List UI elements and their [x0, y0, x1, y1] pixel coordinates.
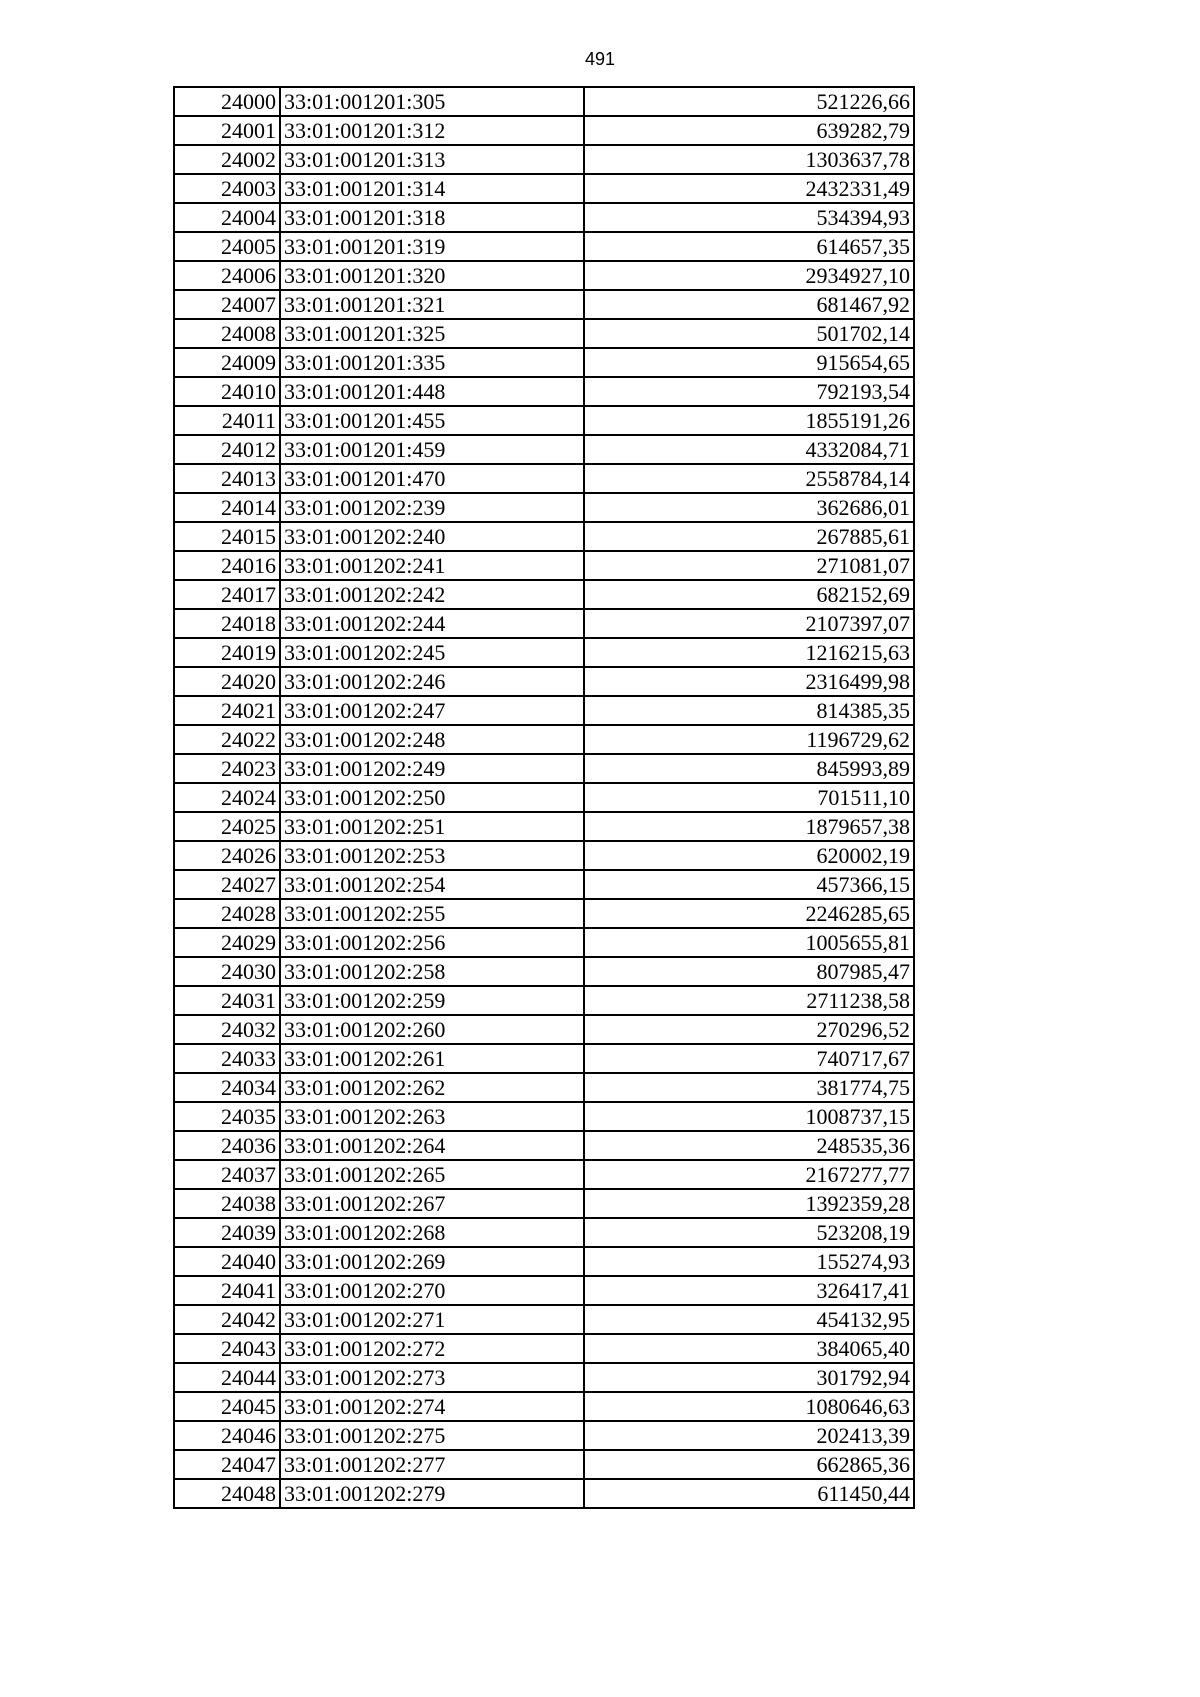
row-number-cell: 24048 [174, 1479, 280, 1508]
cadastral-value-cell: 457366,15 [584, 870, 914, 899]
row-number-cell: 24013 [174, 464, 280, 493]
row-number-cell: 24022 [174, 725, 280, 754]
cadastral-number-cell: 33:01:001202:260 [280, 1015, 584, 1044]
cadastral-value-cell: 1008737,15 [584, 1102, 914, 1131]
cadastral-number-cell: 33:01:001202:241 [280, 551, 584, 580]
cadastral-number-cell: 33:01:001202:268 [280, 1218, 584, 1247]
cadastral-number-cell: 33:01:001201:448 [280, 377, 584, 406]
row-number-cell: 24030 [174, 957, 280, 986]
row-number-cell: 24009 [174, 348, 280, 377]
row-number-cell: 24011 [174, 406, 280, 435]
table-row [174, 87, 914, 116]
table-row [174, 145, 914, 174]
row-number-cell: 24005 [174, 232, 280, 261]
row-number-cell: 24035 [174, 1102, 280, 1131]
cadastral-value-cell: 381774,75 [584, 1073, 914, 1102]
cadastral-number-cell: 33:01:001201:470 [280, 464, 584, 493]
table-row [174, 812, 914, 841]
cadastral-value-cell: 1216215,63 [584, 638, 914, 667]
cadastral-value-cell: 301792,94 [584, 1363, 914, 1392]
cadastral-number-cell: 33:01:001202:251 [280, 812, 584, 841]
table-row [174, 493, 914, 522]
cadastral-value-cell: 523208,19 [584, 1218, 914, 1247]
table-row [174, 841, 914, 870]
table-row [174, 1102, 914, 1131]
row-number-cell: 24015 [174, 522, 280, 551]
cadastral-value-cell: 1080646,63 [584, 1392, 914, 1421]
row-number-cell: 24032 [174, 1015, 280, 1044]
row-number-cell: 24033 [174, 1044, 280, 1073]
cadastral-value-cell: 271081,07 [584, 551, 914, 580]
cadastral-value-cell: 362686,01 [584, 493, 914, 522]
table-row [174, 667, 914, 696]
table-row [174, 1305, 914, 1334]
cadastral-number-cell: 33:01:001201:319 [280, 232, 584, 261]
row-number-cell: 24029 [174, 928, 280, 957]
cadastral-number-cell: 33:01:001202:259 [280, 986, 584, 1015]
table-row [174, 1247, 914, 1276]
row-number-cell: 24031 [174, 986, 280, 1015]
row-number-cell: 24021 [174, 696, 280, 725]
cadastral-value-cell: 2107397,07 [584, 609, 914, 638]
table-row [174, 1073, 914, 1102]
cadastral-value-cell: 2246285,65 [584, 899, 914, 928]
cadastral-number-cell: 33:01:001202:247 [280, 696, 584, 725]
row-number-cell: 24034 [174, 1073, 280, 1102]
table-row [174, 1276, 914, 1305]
cadastral-number-cell: 33:01:001202:279 [280, 1479, 584, 1508]
table-row [174, 609, 914, 638]
cadastral-value-cell: 384065,40 [584, 1334, 914, 1363]
table-row [174, 696, 914, 725]
row-number-cell: 24020 [174, 667, 280, 696]
table-row [174, 928, 914, 957]
cadastral-number-cell: 33:01:001202:274 [280, 1392, 584, 1421]
cadastral-value-cell: 792193,54 [584, 377, 914, 406]
cadastral-number-cell: 33:01:001202:253 [280, 841, 584, 870]
cadastral-value-cell: 1005655,81 [584, 928, 914, 957]
cadastral-number-cell: 33:01:001202:255 [280, 899, 584, 928]
table-row [174, 754, 914, 783]
row-number-cell: 24008 [174, 319, 280, 348]
row-number-cell: 24001 [174, 116, 280, 145]
cadastral-number-cell: 33:01:001202:261 [280, 1044, 584, 1073]
row-number-cell: 24037 [174, 1160, 280, 1189]
cadastral-number-cell: 33:01:001201:320 [280, 261, 584, 290]
row-number-cell: 24012 [174, 435, 280, 464]
cadastral-number-cell: 33:01:001202:254 [280, 870, 584, 899]
table-row [174, 319, 914, 348]
table-row [174, 464, 914, 493]
cadastral-number-cell: 33:01:001201:313 [280, 145, 584, 174]
cadastral-number-cell: 33:01:001202:265 [280, 1160, 584, 1189]
table-body [174, 87, 914, 1508]
cadastral-value-cell: 4332084,71 [584, 435, 914, 464]
row-number-cell: 24018 [174, 609, 280, 638]
cadastral-value-cell: 2558784,14 [584, 464, 914, 493]
table-row [174, 1334, 914, 1363]
cadastral-value-cell: 814385,35 [584, 696, 914, 725]
cadastral-value-cell: 501702,14 [584, 319, 914, 348]
cadastral-number-cell: 33:01:001201:459 [280, 435, 584, 464]
cadastral-number-cell: 33:01:001202:263 [280, 1102, 584, 1131]
table-row [174, 870, 914, 899]
row-number-cell: 24027 [174, 870, 280, 899]
row-number-cell: 24045 [174, 1392, 280, 1421]
cadastral-number-cell: 33:01:001201:335 [280, 348, 584, 377]
page-number: 491 [584, 49, 616, 69]
cadastral-value-cell: 248535,36 [584, 1131, 914, 1160]
row-number-cell: 24025 [174, 812, 280, 841]
cadastral-value-cell: 682152,69 [584, 580, 914, 609]
cadastral-value-cell: 267885,61 [584, 522, 914, 551]
table-row [174, 638, 914, 667]
cadastral-value-cell: 611450,44 [584, 1479, 914, 1508]
table-row [174, 1015, 914, 1044]
table-row [174, 522, 914, 551]
cadastral-number-cell: 33:01:001202:258 [280, 957, 584, 986]
cadastral-number-cell: 33:01:001202:271 [280, 1305, 584, 1334]
cadastral-number-cell: 33:01:001202:246 [280, 667, 584, 696]
cadastral-number-cell: 33:01:001202:277 [280, 1450, 584, 1479]
cadastral-value-cell: 2711238,58 [584, 986, 914, 1015]
row-number-cell: 24041 [174, 1276, 280, 1305]
cadastral-value-cell: 701511,10 [584, 783, 914, 812]
cadastral-number-cell: 33:01:001202:267 [280, 1189, 584, 1218]
cadastral-value-cell: 202413,39 [584, 1421, 914, 1450]
cadastral-value-cell: 454132,95 [584, 1305, 914, 1334]
row-number-cell: 24014 [174, 493, 280, 522]
cadastral-value-cell: 639282,79 [584, 116, 914, 145]
table-row [174, 1189, 914, 1218]
table-row [174, 290, 914, 319]
table-row [174, 551, 914, 580]
row-number-cell: 24017 [174, 580, 280, 609]
cadastral-value-cell: 662865,36 [584, 1450, 914, 1479]
cadastral-value-cell: 915654,65 [584, 348, 914, 377]
cadastral-number-cell: 33:01:001202:269 [280, 1247, 584, 1276]
row-number-cell: 24047 [174, 1450, 280, 1479]
row-number-cell: 24042 [174, 1305, 280, 1334]
row-number-cell: 24007 [174, 290, 280, 319]
row-number-cell: 24043 [174, 1334, 280, 1363]
table-row [174, 1363, 914, 1392]
cadastral-number-cell: 33:01:001202:273 [280, 1363, 584, 1392]
table-row [174, 377, 914, 406]
table-row [174, 348, 914, 377]
row-number-cell: 24003 [174, 174, 280, 203]
row-number-cell: 24006 [174, 261, 280, 290]
cadastral-number-cell: 33:01:001202:272 [280, 1334, 584, 1363]
table-row [174, 1044, 914, 1073]
table-row [174, 435, 914, 464]
row-number-cell: 24036 [174, 1131, 280, 1160]
row-number-cell: 24046 [174, 1421, 280, 1450]
cadastral-value-cell: 1879657,38 [584, 812, 914, 841]
cadastral-number-cell: 33:01:001202:244 [280, 609, 584, 638]
row-number-cell: 24004 [174, 203, 280, 232]
cadastral-number-cell: 33:01:001202:250 [280, 783, 584, 812]
row-number-cell: 24019 [174, 638, 280, 667]
table-row [174, 1131, 914, 1160]
cadastral-number-cell: 33:01:001202:249 [280, 754, 584, 783]
row-number-cell: 24016 [174, 551, 280, 580]
cadastral-value-table [173, 86, 915, 1509]
table-row [174, 116, 914, 145]
table-row [174, 1450, 914, 1479]
row-number-cell: 24026 [174, 841, 280, 870]
row-number-cell: 24023 [174, 754, 280, 783]
cadastral-number-cell: 33:01:001202:242 [280, 580, 584, 609]
cadastral-number-cell: 33:01:001202:275 [280, 1421, 584, 1450]
table-row [174, 783, 914, 812]
table-row [174, 261, 914, 290]
table-row [174, 232, 914, 261]
table-row [174, 986, 914, 1015]
row-number-cell: 24028 [174, 899, 280, 928]
table-row [174, 174, 914, 203]
cadastral-value-cell: 1855191,26 [584, 406, 914, 435]
cadastral-number-cell: 33:01:001201:305 [280, 87, 584, 116]
row-number-cell: 24039 [174, 1218, 280, 1247]
cadastral-number-cell: 33:01:001202:264 [280, 1131, 584, 1160]
cadastral-number-cell: 33:01:001201:325 [280, 319, 584, 348]
cadastral-value-cell: 614657,35 [584, 232, 914, 261]
cadastral-number-cell: 33:01:001202:248 [280, 725, 584, 754]
cadastral-number-cell: 33:01:001202:262 [280, 1073, 584, 1102]
table-row [174, 725, 914, 754]
cadastral-value-cell: 2934927,10 [584, 261, 914, 290]
row-number-cell: 24038 [174, 1189, 280, 1218]
cadastral-value-cell: 521226,66 [584, 87, 914, 116]
table-row [174, 1479, 914, 1508]
cadastral-value-cell: 740717,67 [584, 1044, 914, 1073]
cadastral-number-cell: 33:01:001202:256 [280, 928, 584, 957]
cadastral-value-cell: 681467,92 [584, 290, 914, 319]
cadastral-number-cell: 33:01:001202:240 [280, 522, 584, 551]
cadastral-number-cell: 33:01:001201:321 [280, 290, 584, 319]
cadastral-value-cell: 1303637,78 [584, 145, 914, 174]
table-row [174, 957, 914, 986]
cadastral-value-cell: 2316499,98 [584, 667, 914, 696]
row-number-cell: 24044 [174, 1363, 280, 1392]
table-row [174, 1392, 914, 1421]
table-row [174, 203, 914, 232]
cadastral-number-cell: 33:01:001201:314 [280, 174, 584, 203]
cadastral-number-cell: 33:01:001201:318 [280, 203, 584, 232]
cadastral-number-cell: 33:01:001202:245 [280, 638, 584, 667]
row-number-cell: 24002 [174, 145, 280, 174]
cadastral-number-cell: 33:01:001201:455 [280, 406, 584, 435]
cadastral-value-cell: 155274,93 [584, 1247, 914, 1276]
table-row [174, 1421, 914, 1450]
cadastral-value-cell: 1196729,62 [584, 725, 914, 754]
cadastral-value-cell: 534394,93 [584, 203, 914, 232]
table-row [174, 1160, 914, 1189]
table-row [174, 580, 914, 609]
cadastral-value-cell: 807985,47 [584, 957, 914, 986]
cadastral-value-cell: 2167277,77 [584, 1160, 914, 1189]
table-row [174, 899, 914, 928]
row-number-cell: 24000 [174, 87, 280, 116]
cadastral-number-cell: 33:01:001201:312 [280, 116, 584, 145]
cadastral-value-cell: 270296,52 [584, 1015, 914, 1044]
row-number-cell: 24010 [174, 377, 280, 406]
table-row [174, 406, 914, 435]
table-row [174, 1218, 914, 1247]
cadastral-number-cell: 33:01:001202:239 [280, 493, 584, 522]
cadastral-number-cell: 33:01:001202:270 [280, 1276, 584, 1305]
cadastral-value-cell: 845993,89 [584, 754, 914, 783]
cadastral-value-cell: 1392359,28 [584, 1189, 914, 1218]
cadastral-value-cell: 326417,41 [584, 1276, 914, 1305]
cadastral-value-cell: 2432331,49 [584, 174, 914, 203]
row-number-cell: 24024 [174, 783, 280, 812]
cadastral-value-cell: 620002,19 [584, 841, 914, 870]
row-number-cell: 24040 [174, 1247, 280, 1276]
